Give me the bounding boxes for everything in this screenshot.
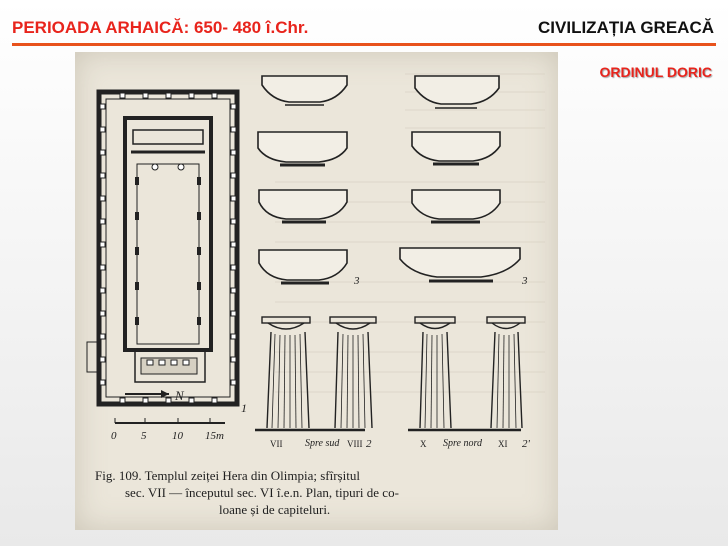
- caption-line-3: loane și de capiteluri.: [219, 502, 331, 517]
- columns-right-caption: Spre nord: [443, 438, 482, 449]
- north-label: N: [175, 388, 184, 403]
- plan-number: 1: [241, 401, 247, 415]
- column-mark-2prime: 2': [522, 438, 530, 450]
- slide-title: PERIOADA ARHAICĂ: 650- 480 î.Chr.: [12, 18, 309, 37]
- temple-plan: [87, 92, 237, 404]
- column-mark-viii: VIII: [347, 439, 363, 449]
- column-mark-2: 2: [366, 438, 372, 450]
- capitals-group: [258, 76, 520, 283]
- column-mark-x: X: [420, 439, 427, 449]
- doric-columns: [255, 317, 525, 430]
- scale-tick-0: 0: [111, 430, 117, 442]
- capital-label-left: 3: [354, 275, 360, 287]
- show-through-lines: [275, 74, 545, 392]
- section-subtitle: ORDINUL DORIC: [599, 64, 712, 80]
- caption-line-1: Fig. 109. Templul zeiței Hera din Olimpia; sfîrșitul: [95, 468, 360, 483]
- column-mark-xi: XI: [498, 439, 508, 449]
- figure-caption: [95, 467, 545, 518]
- columns-left-caption: Spre sud: [305, 438, 340, 449]
- header-rule: [12, 43, 716, 46]
- scale-tick-5: 5: [141, 430, 147, 442]
- figure-drawing: [75, 52, 558, 530]
- scale-bar: [115, 418, 225, 423]
- scale-tick-10: 10: [172, 430, 183, 442]
- scale-tick-15m: 15m: [205, 430, 224, 442]
- column-mark-vii: VII: [270, 439, 283, 449]
- course-title: CIVILIZAȚIA GREACĂ: [538, 18, 714, 37]
- caption-line-2: sec. VII — începutul sec. VI î.e.n. Plan, tipuri de co-: [125, 485, 399, 500]
- capital-label-right: 3: [522, 275, 528, 287]
- book-figure-scan: [75, 52, 558, 530]
